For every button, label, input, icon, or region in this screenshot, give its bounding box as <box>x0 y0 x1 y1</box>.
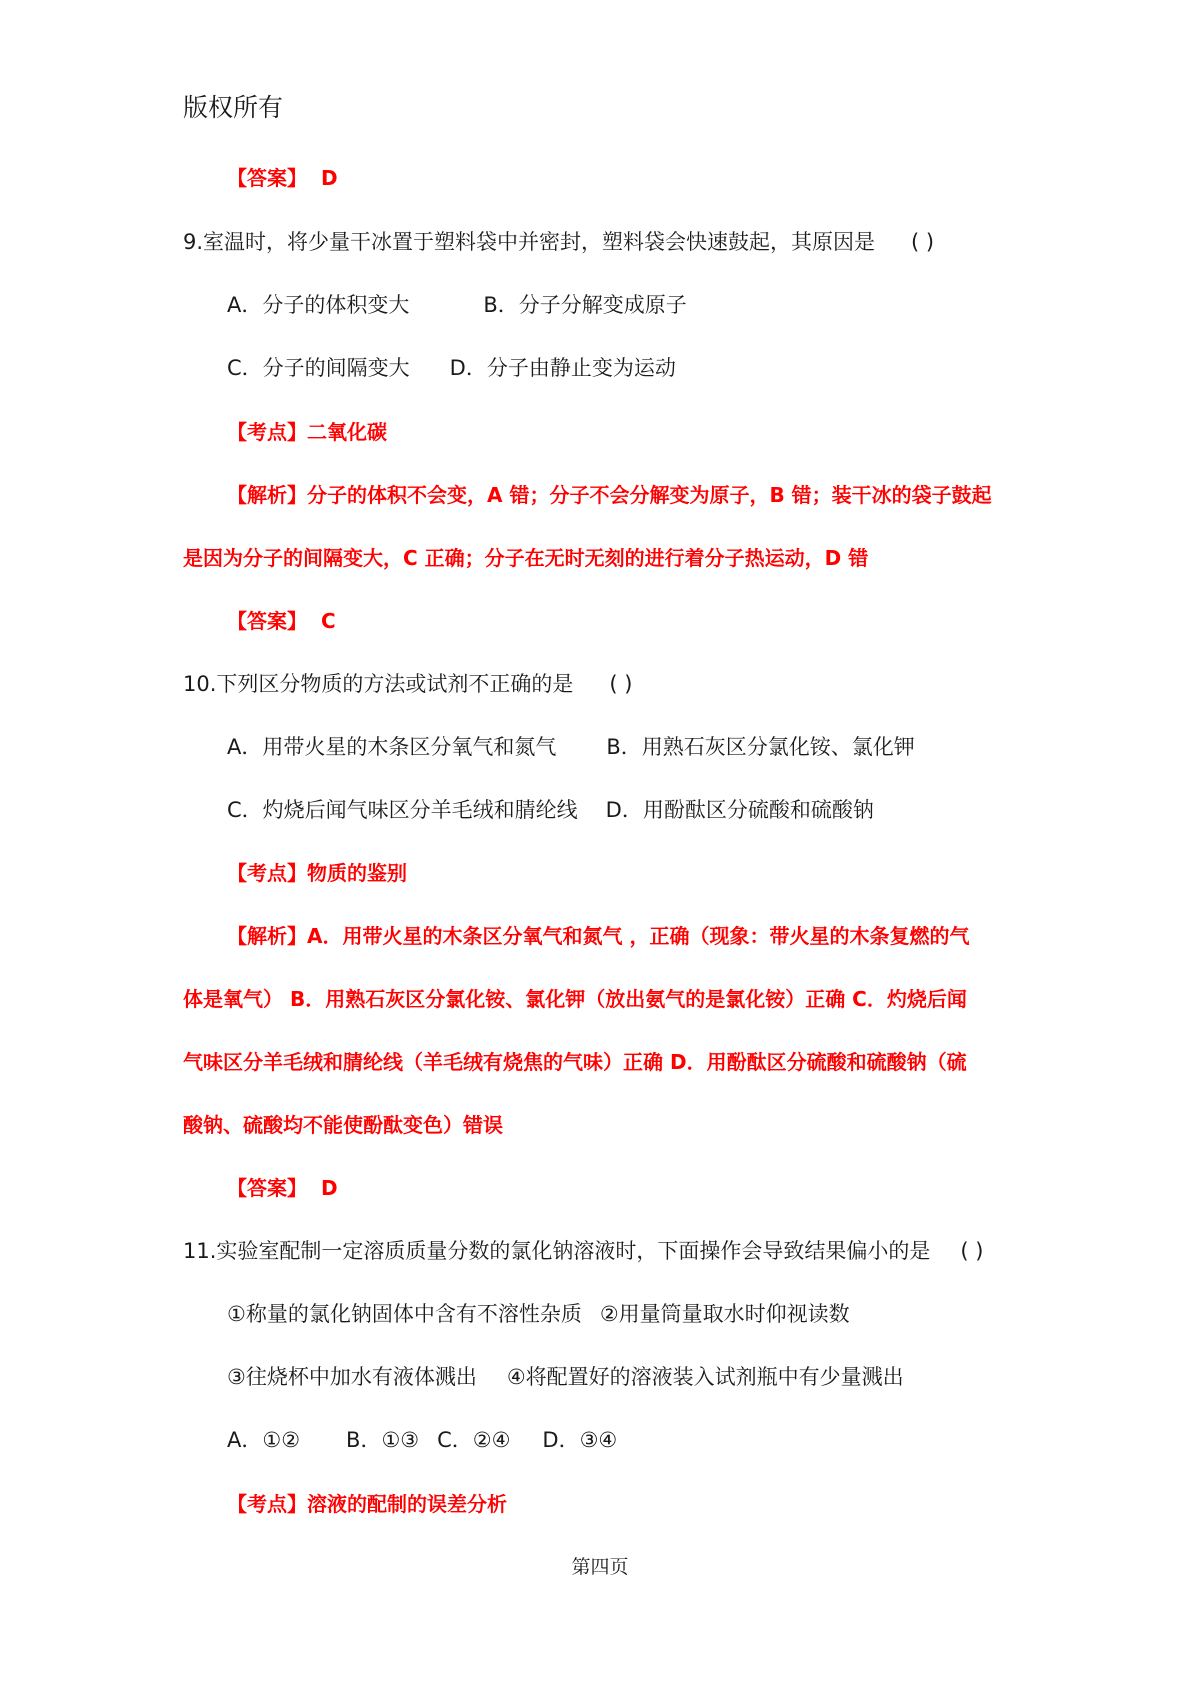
option-c: C．灼烧后闻气味区分羊毛绒和腈纶线 <box>227 798 578 822</box>
option-d: D．分子由静止变为运动 <box>449 356 676 380</box>
q9-options-row-2 <box>227 356 676 381</box>
q11-items-row-2 <box>227 1365 904 1390</box>
q10-options-row-2 <box>227 798 874 823</box>
answer-value: D <box>321 1176 338 1200</box>
question-text: 10.下列区分物质的方法或试剂不正确的是 <box>183 672 574 696</box>
q10-kaodian: 【考点】物质的鉴别 <box>227 861 407 885</box>
option-c: C．②④ <box>437 1428 511 1452</box>
option-b: B．①③ <box>346 1428 420 1452</box>
question-text: 11.实验室配制一定溶质质量分数的氯化钠溶液时，下面操作会导致结果偏小的是 <box>183 1239 931 1263</box>
answer-blank: ( ) <box>609 672 633 696</box>
q10-jiexi-line-2: 体是氧气） B．用熟石灰区分氯化铵、氯化钾（放出氨气的是氯化铵）正确 C．灼烧后闻 <box>183 987 967 1011</box>
q10-answer <box>227 1176 338 1200</box>
q9-kaodian: 【考点】二氧化碳 <box>227 420 387 444</box>
page-footer: 第四页 <box>571 1556 629 1578</box>
item-3: ③往烧杯中加水有液体溅出 <box>227 1365 477 1389</box>
copyright-header: 版权所有 <box>183 93 284 122</box>
q10-jiexi-line-3: 气味区分羊毛绒和腈纶线（羊毛绒有烧焦的气味）正确 D．用酚酞区分硫酸和硫酸钠（硫 <box>183 1050 967 1074</box>
q10-jiexi-line-1: 【解析】A．用带火星的木条区分氧气和氮气 ，正确（现象：带火星的木条复燃的气 <box>227 924 970 948</box>
q9-options-row-1 <box>227 293 687 318</box>
answer-label: 【答案】 <box>227 609 307 633</box>
q11-options-row <box>227 1428 617 1453</box>
answer-label: 【答案】 <box>227 1176 307 1200</box>
q9-jiexi-line-2: 是因为分子的间隔变大，C 正确；分子在无时无刻的进行着分子热运动，D 错 <box>183 546 869 570</box>
answer-value: D <box>321 166 338 190</box>
item-2: ②用量筒量取水时仰视读数 <box>599 1302 850 1326</box>
option-a: A．①② <box>227 1428 301 1452</box>
q9-stem <box>183 230 934 255</box>
q10-stem <box>183 672 632 697</box>
q11-kaodian: 【考点】溶液的配制的误差分析 <box>227 1492 507 1516</box>
q9-jiexi-line-1: 【解析】分子的体积不会变，A 错；分子不会分解变为原子，B 错；装干冰的袋子鼓起 <box>227 483 992 507</box>
q11-stem <box>183 1239 983 1264</box>
q10-jiexi-line-4: 酸钠、硫酸均不能使酚酞变色）错误 <box>183 1113 503 1137</box>
answer-blank: ( ) <box>911 230 935 254</box>
option-b: B．用熟石灰区分氯化铵、氯化钾 <box>606 735 915 759</box>
option-a: A．分子的体积变大 <box>227 293 410 317</box>
question-text: 9.室温时，将少量干冰置于塑料袋中并密封，塑料袋会快速鼓起，其原因是 <box>183 230 876 254</box>
option-d: D．用酚酞区分硫酸和硫酸钠 <box>605 798 874 822</box>
q11-items-row-1 <box>227 1302 850 1327</box>
answer-blank: ( ) <box>960 1239 984 1263</box>
answer-value: C <box>321 609 336 633</box>
option-d: D．③④ <box>542 1428 618 1452</box>
answer-label: 【答案】 <box>227 166 307 190</box>
option-c: C．分子的间隔变大 <box>227 356 410 380</box>
option-b: B．分子分解变成原子 <box>483 293 687 317</box>
option-a: A．用带火星的木条区分氧气和氮气 <box>227 735 557 759</box>
q9-answer <box>227 609 336 633</box>
item-1: ①称量的氯化钠固体中含有不溶性杂质 <box>227 1302 582 1326</box>
q10-options-row-1 <box>227 735 915 760</box>
q8-answer <box>227 166 338 190</box>
item-4: ④将配置好的溶液装入试剂瓶中有少量溅出 <box>506 1365 904 1389</box>
